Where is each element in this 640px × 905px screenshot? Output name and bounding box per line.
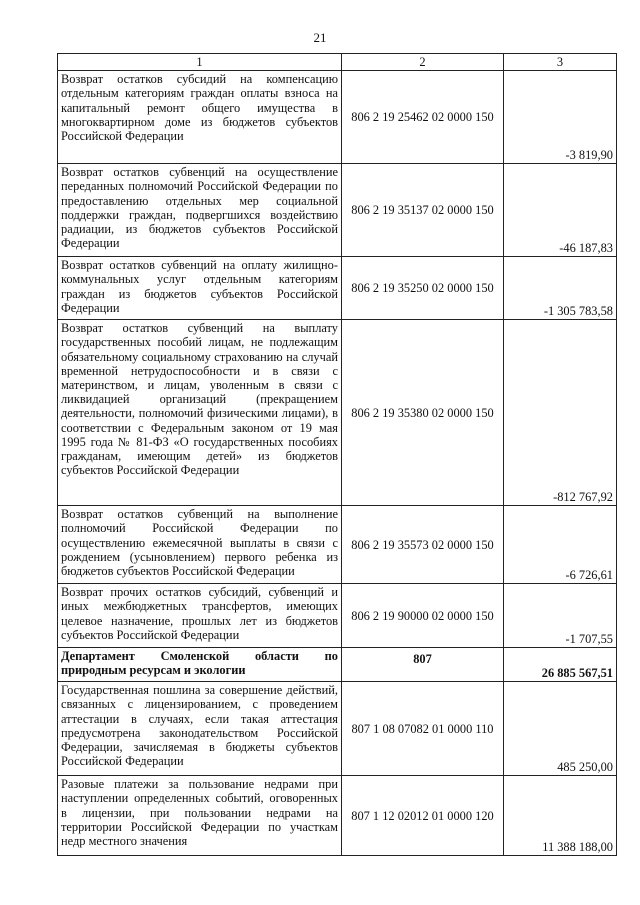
table-row <box>58 776 617 856</box>
row-description: Разовые платежи за пользование недрами при наступлении определенных событий, оговоренных в лицензии, при пользовании недрами на территории Российской Федерации по участкам недр местного значения <box>58 776 342 856</box>
row-description: Возврат остатков субвенций на оплату жилищно-коммунальных услуг отдельным категориям граждан из бюджетов субъектов Российской Федерации <box>58 257 342 320</box>
table-row <box>58 320 617 506</box>
row-amount: 11 388 188,00 <box>504 776 617 856</box>
table-row <box>58 71 617 164</box>
row-budget-code: 806 2 19 25462 02 0000 150 <box>342 71 504 164</box>
column-header-1: 1 <box>58 54 342 71</box>
row-amount: -812 767,92 <box>504 320 617 506</box>
table-header-row <box>58 54 617 71</box>
row-budget-code: 806 2 19 90000 02 0000 150 <box>342 584 504 648</box>
row-budget-code: 807 1 08 07082 01 0000 110 <box>342 682 504 776</box>
table-row <box>58 164 617 257</box>
row-description: Возврат остатков субвенций на осуществление переданных полномочий Российской Федерации по предоставлению отдельных мер социальной поддержки граждан, подвергшихся воздействию радиации, из бюджетов субъектов Российской Федерации <box>58 164 342 257</box>
row-budget-code: 806 2 19 35137 02 0000 150 <box>342 164 504 257</box>
table-row <box>58 506 617 584</box>
row-budget-code: 806 2 19 35573 02 0000 150 <box>342 506 504 584</box>
row-description: Возврат остатков субвенций на выплату государственных пособий лицам, не подлежащим обязательному социальному страхованию на случай временной нетрудоспособности и в связи с материнством, и лицам, уволенным в связи с ликвидацией организаций (прекращением деятельности, полномочий физическими лицами), в соответствии с Федеральным законом от 19 мая 1995 года № 81-ФЗ «О государственных пособиях гражданам, имеющим детей» из бюджетов субъектов Российской Федерации <box>58 320 342 506</box>
row-description: Государственная пошлина за совершение действий, связанных с лицензированием, с проведением аттестации в случаях, если такая аттестация предусмотрена законодательством Российской Федерации, зачисляемая в бюджеты субъектов Российской Федерации <box>58 682 342 776</box>
row-description: Возврат остатков субсидий на компенсацию отдельным категориям граждан оплаты взноса на капитальный ремонт общего имущества в многоквартирном доме из бюджетов субъектов Российской Федерации <box>58 71 342 164</box>
row-amount: -6 726,61 <box>504 506 617 584</box>
table-row <box>58 257 617 320</box>
row-description: Возврат прочих остатков субсидий, субвенций и иных межбюджетных трансфертов, имеющих целевое назначение, прошлых лет из бюджетов субъектов Российской Федерации <box>58 584 342 648</box>
table-row <box>58 584 617 648</box>
column-header-2: 2 <box>342 54 504 71</box>
row-amount: -46 187,83 <box>504 164 617 257</box>
row-amount: -3 819,90 <box>504 71 617 164</box>
page-number: 21 <box>313 30 327 45</box>
budget-revenue-table <box>57 53 617 856</box>
department-row <box>58 648 617 682</box>
row-budget-code: 806 2 19 35380 02 0000 150 <box>342 320 504 506</box>
row-amount: -1 305 783,58 <box>504 257 617 320</box>
row-description: Возврат остатков субвенций на выполнение полномочий Российской Федерации по осуществлению ежемесячной выплаты в связи с рождением (усыновлением) первого ребенка из бюджетов субъектов Российской Федерации <box>58 506 342 584</box>
department-total: 26 885 567,51 <box>504 648 617 682</box>
department-code: 807 <box>342 648 504 682</box>
department-name: Департамент Смоленской области по природным ресурсам и экологии <box>58 648 342 682</box>
row-budget-code: 806 2 19 35250 02 0000 150 <box>342 257 504 320</box>
row-amount: 485 250,00 <box>504 682 617 776</box>
table-row <box>58 682 617 776</box>
column-header-3: 3 <box>504 54 617 71</box>
row-budget-code: 807 1 12 02012 01 0000 120 <box>342 776 504 856</box>
row-amount: -1 707,55 <box>504 584 617 648</box>
